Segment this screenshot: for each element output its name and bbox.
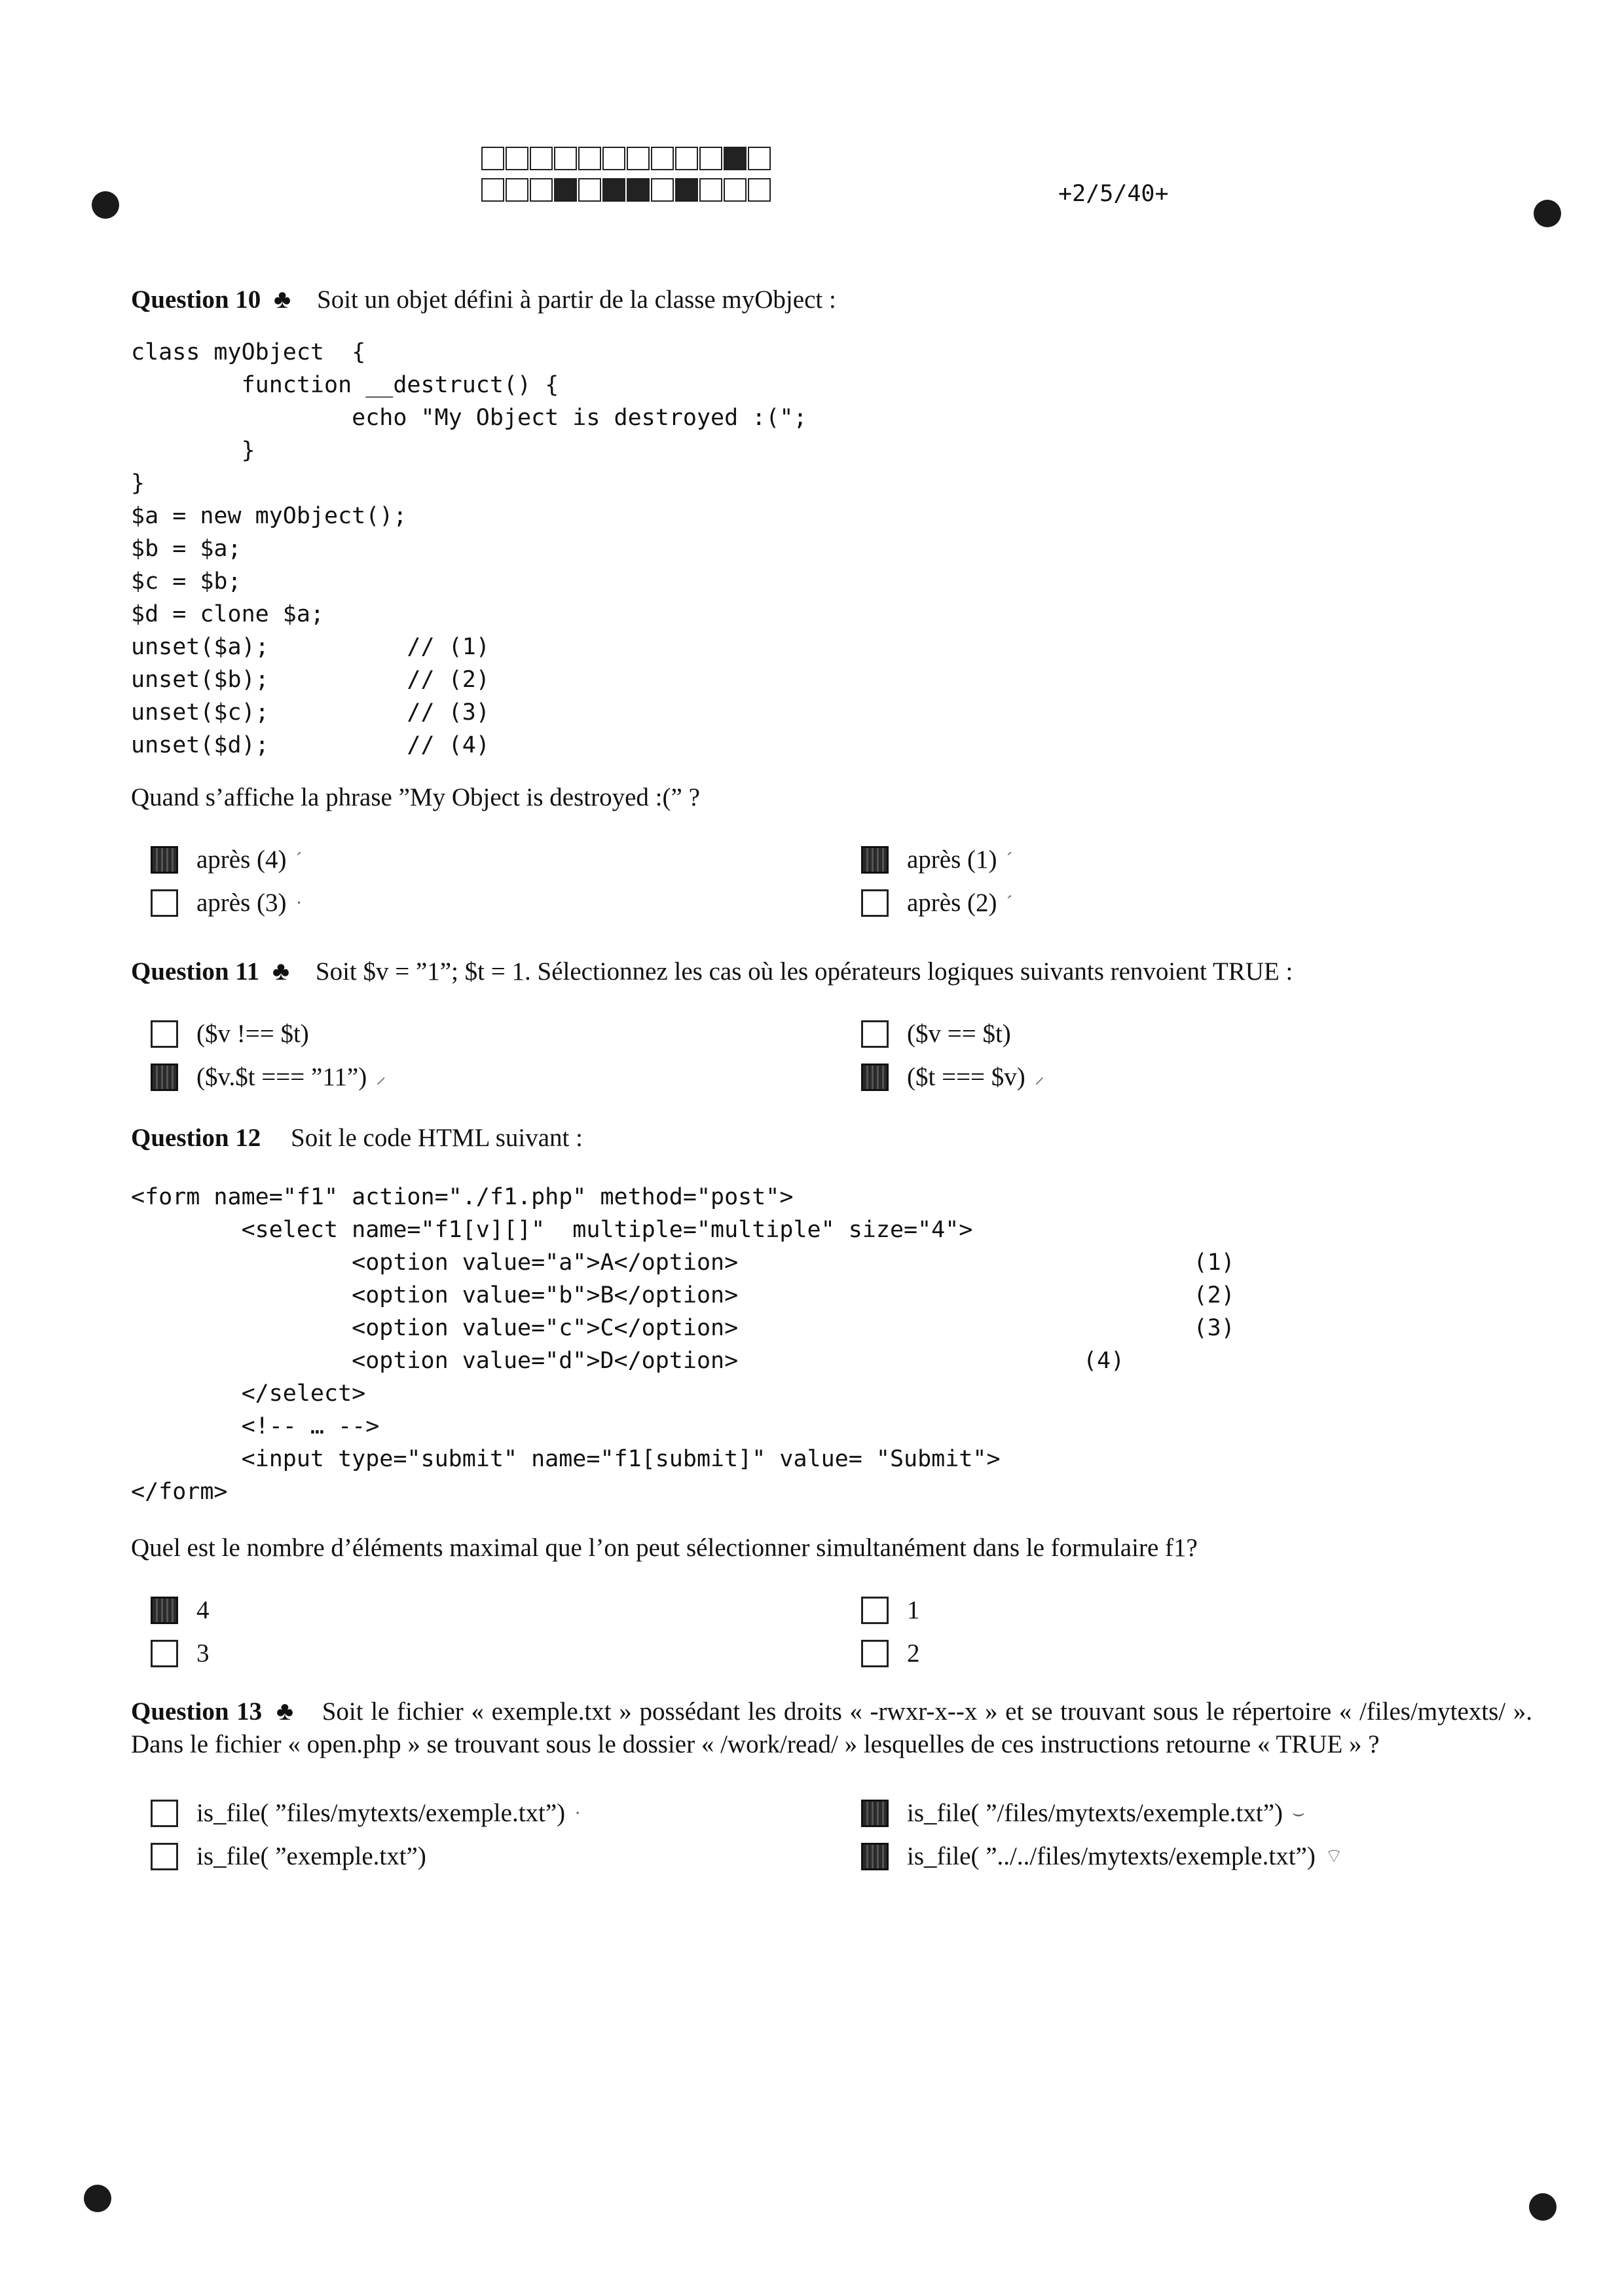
code-block: class myObject { function __destruct() { echo "My Object is destroyed :("; } } $a = new myObject(); $b = $a; $c = $b; $d = clone $a; unset($a); // (1) unset($b); // (2) unset($c); // (3) unset($d); // (4): [131, 339, 807, 758]
pencil-mark: ⌔: [1324, 1845, 1344, 1867]
id-grid-cell: [530, 178, 553, 202]
pencil-mark: ´: [295, 849, 303, 870]
question-prompt: Soit le code HTML suivant :: [291, 1124, 583, 1152]
answer-label: is_file( ”../../files/mytexts/exemple.txt”): [907, 1842, 1316, 1870]
answer-checkbox[interactable]: [151, 1597, 178, 1624]
id-grid-cell: [748, 147, 771, 170]
answer-option[interactable]: [861, 1014, 1020, 1054]
registration-mark-bottom-right: [1529, 2193, 1557, 2221]
answer-label: 4: [196, 1596, 210, 1624]
answer-checkbox[interactable]: [861, 1020, 889, 1048]
answer-label: 1: [907, 1596, 920, 1624]
id-grid-cell: [627, 147, 650, 170]
answer-option[interactable]: [151, 1794, 581, 1833]
id-grid-cell: [578, 147, 601, 170]
answer-option[interactable]: [151, 1837, 435, 1876]
question-10: [131, 283, 1532, 929]
club-icon: ♣: [272, 956, 290, 986]
id-grid-cell: [627, 178, 650, 202]
pencil-mark: ·: [295, 892, 303, 914]
answer-option[interactable]: [151, 1634, 210, 1673]
id-grid-cell: [530, 147, 553, 170]
id-grid-cell: [481, 178, 504, 202]
club-icon: ♣: [276, 1696, 295, 1726]
answer-checkbox[interactable]: [151, 846, 178, 874]
answer-option[interactable]: [151, 840, 303, 880]
id-grid-cell: [651, 147, 674, 170]
answer-checkbox[interactable]: [861, 1800, 889, 1827]
question-text: Quel est le nombre d’éléments maximal que l’on peut sélectionner simultanément dans le formulaire f1?: [131, 1534, 1198, 1562]
answer-label: is_file( ”exemple.txt”): [196, 1842, 426, 1870]
answer-option[interactable]: [861, 1837, 1343, 1876]
answer-list: [131, 1014, 1532, 1103]
question-title: Question 10: [131, 286, 261, 314]
answer-list: [131, 1591, 1532, 1680]
answer-option[interactable]: [151, 883, 303, 923]
id-grid-cell: [506, 178, 528, 202]
club-icon: ♣: [274, 284, 291, 314]
id-grid-cell: [675, 147, 698, 170]
answer-label: ($t === $v): [907, 1063, 1025, 1091]
answer-option[interactable]: [861, 883, 1013, 923]
id-grid-cell: [651, 178, 674, 202]
answer-checkbox[interactable]: [861, 889, 889, 917]
answer-label: ($v !== $t): [196, 1020, 309, 1048]
question-header: [131, 1122, 1532, 1155]
id-grid-cell: [506, 147, 528, 170]
answer-checkbox[interactable]: [151, 889, 178, 917]
answer-label: après (3): [196, 889, 287, 917]
student-id-grid-row-2: [481, 178, 772, 202]
registration-mark-bottom-left: [84, 2185, 111, 2212]
answer-label: après (4): [196, 845, 287, 874]
question-text: Quand s’affiche la phrase ”My Object is destroyed :(” ?: [131, 783, 700, 811]
pencil-mark: ⸝: [376, 1066, 386, 1088]
id-grid-cell: [578, 178, 601, 202]
code-block: <form name="f1" action="./f1.php" method="post"> <select name="f1[v][]" multiple="multiple" size="4"> <option value="a">A</option> (1) <option value="b">B</option> (2) <option value="c">C</option> (3) <option value="d">D</option> (4) </select> <!-- … --> <input type="submit" name="f1[submit]" value= "Submit"> </form>: [131, 1184, 1235, 1505]
id-grid-cell: [724, 147, 747, 170]
answer-label: ($v == $t): [907, 1020, 1011, 1048]
pencil-mark: ´: [1006, 849, 1013, 870]
answer-option[interactable]: [151, 1591, 210, 1630]
pencil-mark: ·: [574, 1802, 581, 1824]
answer-checkbox[interactable]: [151, 1640, 178, 1667]
question-prompt: Soit $v = ”1”; $t = 1. Sélectionnez les cas où les opérateurs logiques suivants renvoient TRUE :: [315, 957, 1293, 986]
answer-checkbox[interactable]: [151, 1020, 178, 1048]
answer-option[interactable]: [861, 1058, 1044, 1097]
id-grid-cell: [699, 147, 722, 170]
id-grid-cell: [724, 178, 747, 202]
pencil-mark: ⸝: [1034, 1066, 1044, 1088]
question-header: [131, 955, 1532, 988]
answer-checkbox[interactable]: [151, 1843, 178, 1870]
answer-label: 3: [196, 1639, 210, 1667]
answer-option[interactable]: [861, 1794, 1305, 1833]
id-grid-cell: [699, 178, 722, 202]
question-header: [131, 283, 1532, 316]
question-title: Question 11: [131, 957, 260, 986]
answer-checkbox[interactable]: [861, 1064, 889, 1091]
question-prompt: Soit un objet défini à partir de la classe myObject :: [317, 286, 836, 314]
id-grid-cell: [748, 178, 771, 202]
question-title: Question 13: [131, 1697, 263, 1726]
id-grid-cell: [554, 178, 577, 202]
answer-label: 2: [907, 1639, 920, 1667]
question-11: [131, 955, 1532, 1103]
answer-checkbox[interactable]: [861, 1640, 889, 1667]
answer-list: [131, 840, 1532, 929]
id-grid-cell: [602, 178, 625, 202]
pencil-mark: ´: [1006, 892, 1013, 914]
answer-option[interactable]: [151, 1014, 318, 1054]
answer-checkbox[interactable]: [151, 1800, 178, 1827]
registration-mark-top-left: [92, 191, 119, 219]
answer-label: is_file( ”/files/mytexts/exemple.txt”): [907, 1799, 1283, 1827]
question-header: [131, 1695, 1532, 1761]
answer-checkbox[interactable]: [861, 1597, 889, 1624]
answer-checkbox[interactable]: [861, 846, 889, 874]
answer-list: [131, 1794, 1532, 1883]
answer-label: ($v.$t === ”11”): [196, 1063, 367, 1091]
answer-label: après (2): [907, 889, 997, 917]
answer-option[interactable]: [861, 1634, 920, 1673]
answer-option[interactable]: [151, 1058, 386, 1097]
answer-option[interactable]: [861, 1591, 920, 1630]
question-title: Question 12: [131, 1124, 261, 1152]
student-id-grid-row-1: [481, 147, 772, 170]
id-grid-cell: [554, 147, 577, 170]
answer-checkbox[interactable]: [151, 1064, 178, 1091]
id-grid-cell: [602, 147, 625, 170]
id-grid-cell: [675, 178, 698, 202]
answer-label: is_file( ”files/mytexts/exemple.txt”): [196, 1799, 566, 1827]
id-grid-cell: [481, 147, 504, 170]
answer-label: après (1): [907, 845, 997, 874]
pencil-mark: ⌣: [1292, 1802, 1305, 1824]
question-13: [131, 1695, 1532, 1883]
question-12: [131, 1122, 1532, 1680]
page-code: +2/5/40+: [1058, 181, 1169, 207]
registration-mark-top-right: [1534, 200, 1561, 227]
answer-checkbox[interactable]: [861, 1843, 889, 1870]
answer-option[interactable]: [861, 840, 1013, 880]
question-prompt: Soit le fichier « exemple.txt » possédant les droits « -rwxr-x--x » et se trouvant sous le répertoire « /files/mytexts/ ». Dans le fichier « open.php » se trouvant sous le dossier « /work/read/ » lesquelles de ces instructions retourne « TRUE » ?: [131, 1697, 1533, 1758]
